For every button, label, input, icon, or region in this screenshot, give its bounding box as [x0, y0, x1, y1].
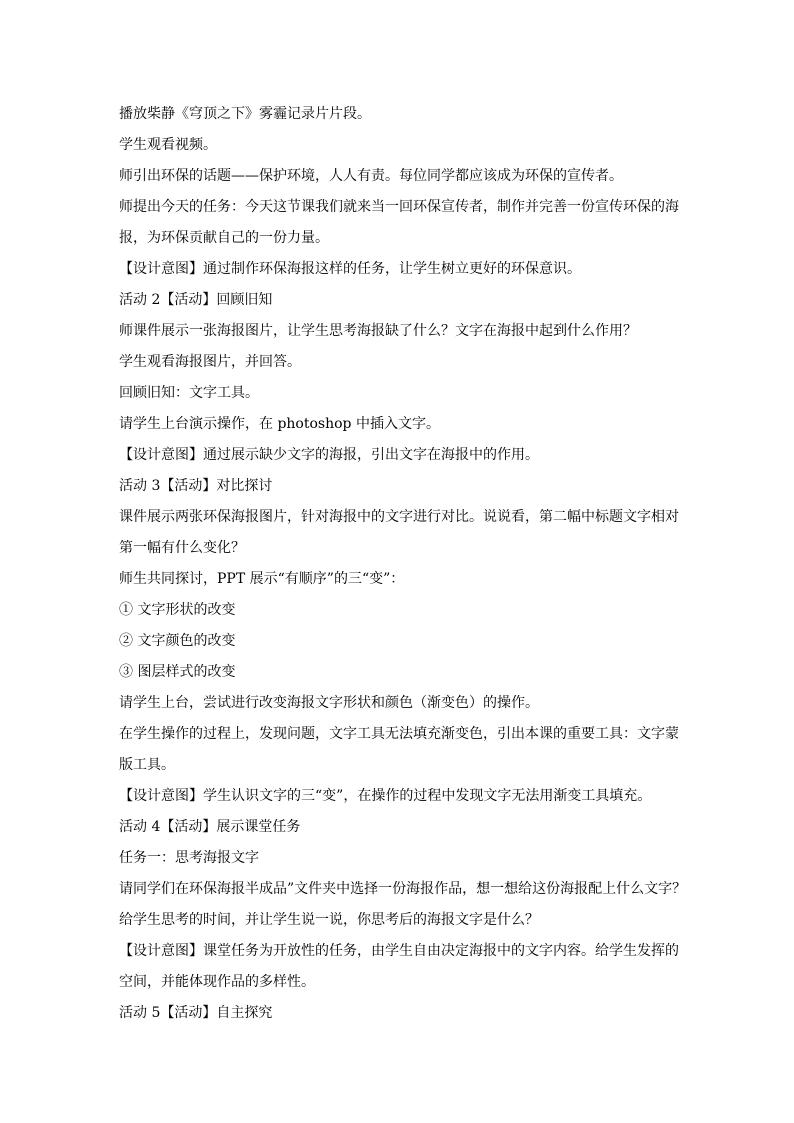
activity-heading: 活动 2【活动】回顾旧知	[119, 292, 273, 308]
activity-heading: 活动 3【活动】对比探讨	[119, 478, 273, 494]
paragraph-line: 在学生操作的过程上，发现问题，文字工具无法填充渐变色，引出本课的重要工具：文字蒙	[119, 726, 679, 742]
paragraph-line: 师提出今天的任务：今天这节课我们就来当一回环保宣传者，制作并完善一份宣传环保的海	[119, 199, 679, 215]
activity-heading: 活动 5【活动】自主探究	[119, 1005, 273, 1021]
list-item: ③ 图层样式的改变	[119, 664, 236, 680]
paragraph-line: 给学生思考的时间，并让学生说一说，你思考后的海报文字是什么？	[119, 912, 539, 928]
paragraph-line: 请学生上台，尝试进行改变海报文字形状和颜色（渐变色）的操作。	[119, 695, 539, 711]
paragraph-line: 课件展示两张环保海报图片，针对海报中的文字进行对比。说说看，第二幅中标题文字相对	[119, 509, 679, 525]
paragraph-line: 播放柴静《穹顶之下》雾霾记录片片段。	[119, 106, 371, 122]
paragraph-line: 学生观看视频。	[119, 137, 217, 153]
list-item: ② 文字颜色的改变	[119, 633, 236, 649]
paragraph-line: 请学生上台演示操作，在 photoshop 中插入文字。	[119, 416, 440, 432]
design-intent-line: 【设计意图】学生认识文字的三“变”，在操作的过程中发现文字无法用渐变工具填充。	[119, 788, 652, 804]
task-heading: 任务一：思考海报文字	[119, 850, 259, 866]
paragraph-line: 回顾旧知：文字工具。	[119, 385, 259, 401]
list-item: ① 文字形状的改变	[119, 602, 236, 618]
paragraph-line: 请同学们在环保海报半成品”文件夹中选择一份海报作品，想一想给这份海报配上什么文字？	[119, 881, 687, 897]
design-intent-line: 【设计意图】通过制作环保海报这样的任务，让学生树立更好的环保意识。	[119, 261, 581, 277]
paragraph-line: 报，为环保贡献自己的一份力量。	[119, 230, 329, 246]
activity-heading: 活动 4【活动】展示课堂任务	[119, 819, 301, 835]
design-intent-line: 【设计意图】通过展示缺少文字的海报，引出文字在海报中的作用。	[119, 447, 539, 463]
document-body	[119, 99, 687, 1029]
paragraph-line: 空间，并能体现作品的多样性。	[119, 974, 315, 990]
paragraph-line: 师引出环保的话题——保护环境，人人有责。每位同学都应该成为环保的宣传者。	[119, 168, 623, 184]
paragraph-line: 师生共同探讨，PPT 展示“有顺序”的三“变”：	[119, 571, 405, 587]
paragraph-line: 师课件展示一张海报图片，让学生思考海报缺了什么？文字在海报中起到什么作用？	[119, 323, 637, 339]
design-intent-line: 【设计意图】课堂任务为开放性的任务，由学生自由决定海报中的文字内容。给学生发挥的	[119, 943, 679, 959]
paragraph-line: 版工具。	[119, 757, 175, 773]
paragraph-line: 学生观看海报图片，并回答。	[119, 354, 301, 370]
paragraph-line: 第一幅有什么变化？	[119, 540, 245, 556]
